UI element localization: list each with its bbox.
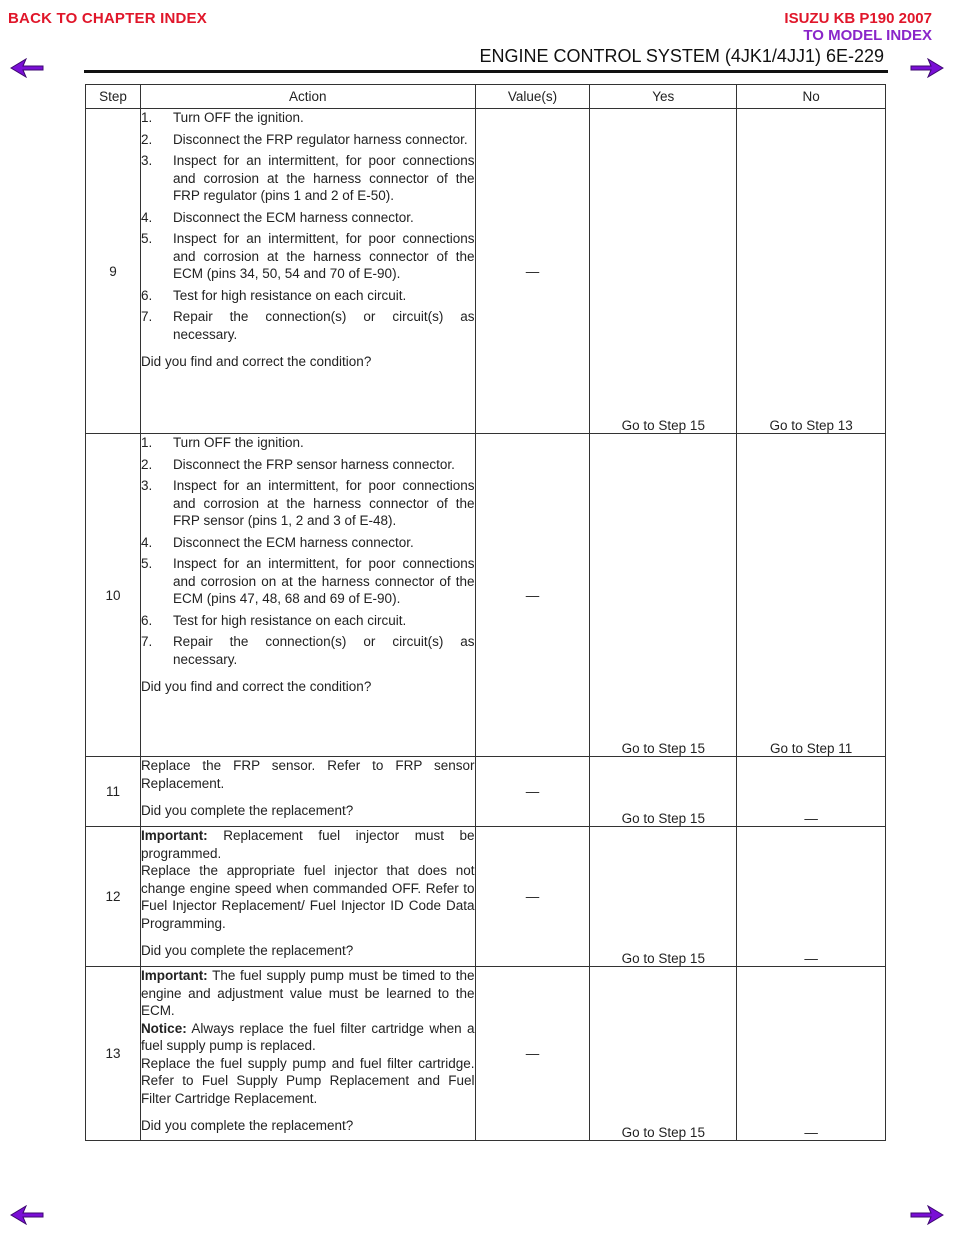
- table-row: [86, 967, 886, 1141]
- list-item: 1. Turn OFF the ignition.: [140, 435, 304, 450]
- no-cell: —: [737, 827, 886, 967]
- action-cell: [140, 827, 475, 967]
- yes-cell: Go to Step 15: [590, 109, 737, 434]
- action-text: Replace the appropriate fuel injector that does not change engine speed when commanded OFF. Refer to Fuel Injector Replacement/ Fuel Injector ID Code Data Programming.: [140, 863, 475, 931]
- list-item: 5. Inspect for an intermittent, for poor connections and corrosion on at the harness connector of the ECM (pins 47, 48, 68 and 69 of E-90).: [140, 556, 475, 606]
- list-item: 1. Turn OFF the ignition.: [140, 110, 304, 125]
- next-page-arrow-icon[interactable]: [910, 58, 944, 78]
- notice-note: Notice: Always replace the fuel filter cartridge when a fuel supply pump is replaced.: [140, 1020, 475, 1053]
- table-row: [86, 434, 886, 757]
- no-cell: Go to Step 11: [737, 434, 886, 757]
- list-item: 3. Inspect for an intermittent, for poor connections and corrosion at the harness connector of the FRP sensor (pins 1, 2 and 3 of E-48).: [140, 478, 475, 528]
- list-item: 3. Inspect for an intermittent, for poor connections and corrosion at the harness connector of the FRP regulator (pins 1 and 2 of E-50).: [140, 153, 475, 203]
- yes-cell: Go to Step 15: [590, 827, 737, 967]
- list-item: 7. Repair the connection(s) or circuit(s) as necessary.: [140, 634, 475, 667]
- model-links: [784, 10, 932, 44]
- action-text: Replace the fuel supply pump and fuel filter cartridge. Refer to Fuel Supply Pump Replacement and Fuel Filter Cartridge Replacement.: [140, 1055, 475, 1106]
- step-question: Did you complete the replacement?: [140, 943, 354, 958]
- value-cell: —: [475, 827, 590, 967]
- table-row: [86, 827, 886, 967]
- value-cell: —: [475, 757, 590, 827]
- no-cell: —: [737, 757, 886, 827]
- action-cell: [140, 109, 475, 434]
- no-cell: —: [737, 967, 886, 1141]
- value-cell: —: [475, 967, 590, 1141]
- list-item: 7. Repair the connection(s) or circuit(s) as necessary.: [140, 309, 475, 342]
- action-text: Replace the FRP sensor. Refer to FRP sensor Replacement.: [140, 758, 475, 791]
- next-page-arrow-icon[interactable]: [910, 1205, 944, 1225]
- list-item: 4. Disconnect the ECM harness connector.: [140, 209, 414, 225]
- back-to-chapter-index-link[interactable]: BACK TO CHAPTER INDEX: [8, 10, 207, 27]
- page-title: ENGINE CONTROL SYSTEM (4JK1/4JJ1) 6E-229: [479, 46, 884, 66]
- column-header-yes: Yes: [590, 85, 737, 109]
- yes-cell: Go to Step 15: [590, 434, 737, 757]
- step-question: Did you complete the replacement?: [140, 803, 354, 818]
- action-cell: [140, 757, 475, 827]
- table-header-row: [86, 85, 886, 109]
- yes-cell: Go to Step 15: [590, 757, 737, 827]
- header-divider: [84, 70, 888, 73]
- step-question: Did you find and correct the condition?: [140, 354, 372, 369]
- table-row: [86, 757, 886, 827]
- list-item: 4. Disconnect the ECM harness connector.: [140, 534, 414, 550]
- list-item: 2. Disconnect the FRP regulator harness connector.: [140, 131, 468, 147]
- column-header-step: Step: [86, 85, 141, 109]
- value-cell: —: [475, 109, 590, 434]
- diagnostic-steps-table: [85, 84, 886, 1141]
- step-number: 11: [86, 757, 141, 827]
- list-item: 6. Test for high resistance on each circuit.: [140, 612, 407, 628]
- model-link[interactable]: ISUZU KB P190 2007: [784, 10, 932, 27]
- column-header-no: No: [737, 85, 886, 109]
- important-note: Important: The fuel supply pump must be timed to the engine and adjustment value must be learned to the ECM.: [140, 968, 475, 1018]
- step-question: Did you complete the replacement?: [140, 1118, 354, 1133]
- step-number: 12: [86, 827, 141, 967]
- column-header-action: Action: [140, 85, 475, 109]
- to-model-index-link[interactable]: TO MODEL INDEX: [803, 27, 932, 44]
- list-item: 5. Inspect for an intermittent, for poor connections and corrosion at the harness connector of the ECM (pins 34, 50, 54 and 70 of E-90).: [140, 231, 475, 281]
- step-question: Did you find and correct the condition?: [140, 679, 372, 694]
- step-number: 10: [86, 434, 141, 757]
- no-cell: Go to Step 13: [737, 109, 886, 434]
- table-row: [86, 109, 886, 434]
- previous-page-arrow-icon[interactable]: [10, 58, 44, 78]
- yes-cell: Go to Step 15: [590, 967, 737, 1141]
- step-number: 13: [86, 967, 141, 1141]
- action-cell: [140, 434, 475, 757]
- previous-page-arrow-icon[interactable]: [10, 1205, 44, 1225]
- value-cell: —: [475, 434, 590, 757]
- column-header-values: Value(s): [475, 85, 590, 109]
- list-item: 2. Disconnect the FRP sensor harness connector.: [140, 456, 455, 472]
- action-cell: [140, 967, 475, 1141]
- list-item: 6. Test for high resistance on each circuit.: [140, 287, 407, 303]
- important-note: Important: Replacement fuel injector must be programmed.: [140, 828, 475, 861]
- step-number: 9: [86, 109, 141, 434]
